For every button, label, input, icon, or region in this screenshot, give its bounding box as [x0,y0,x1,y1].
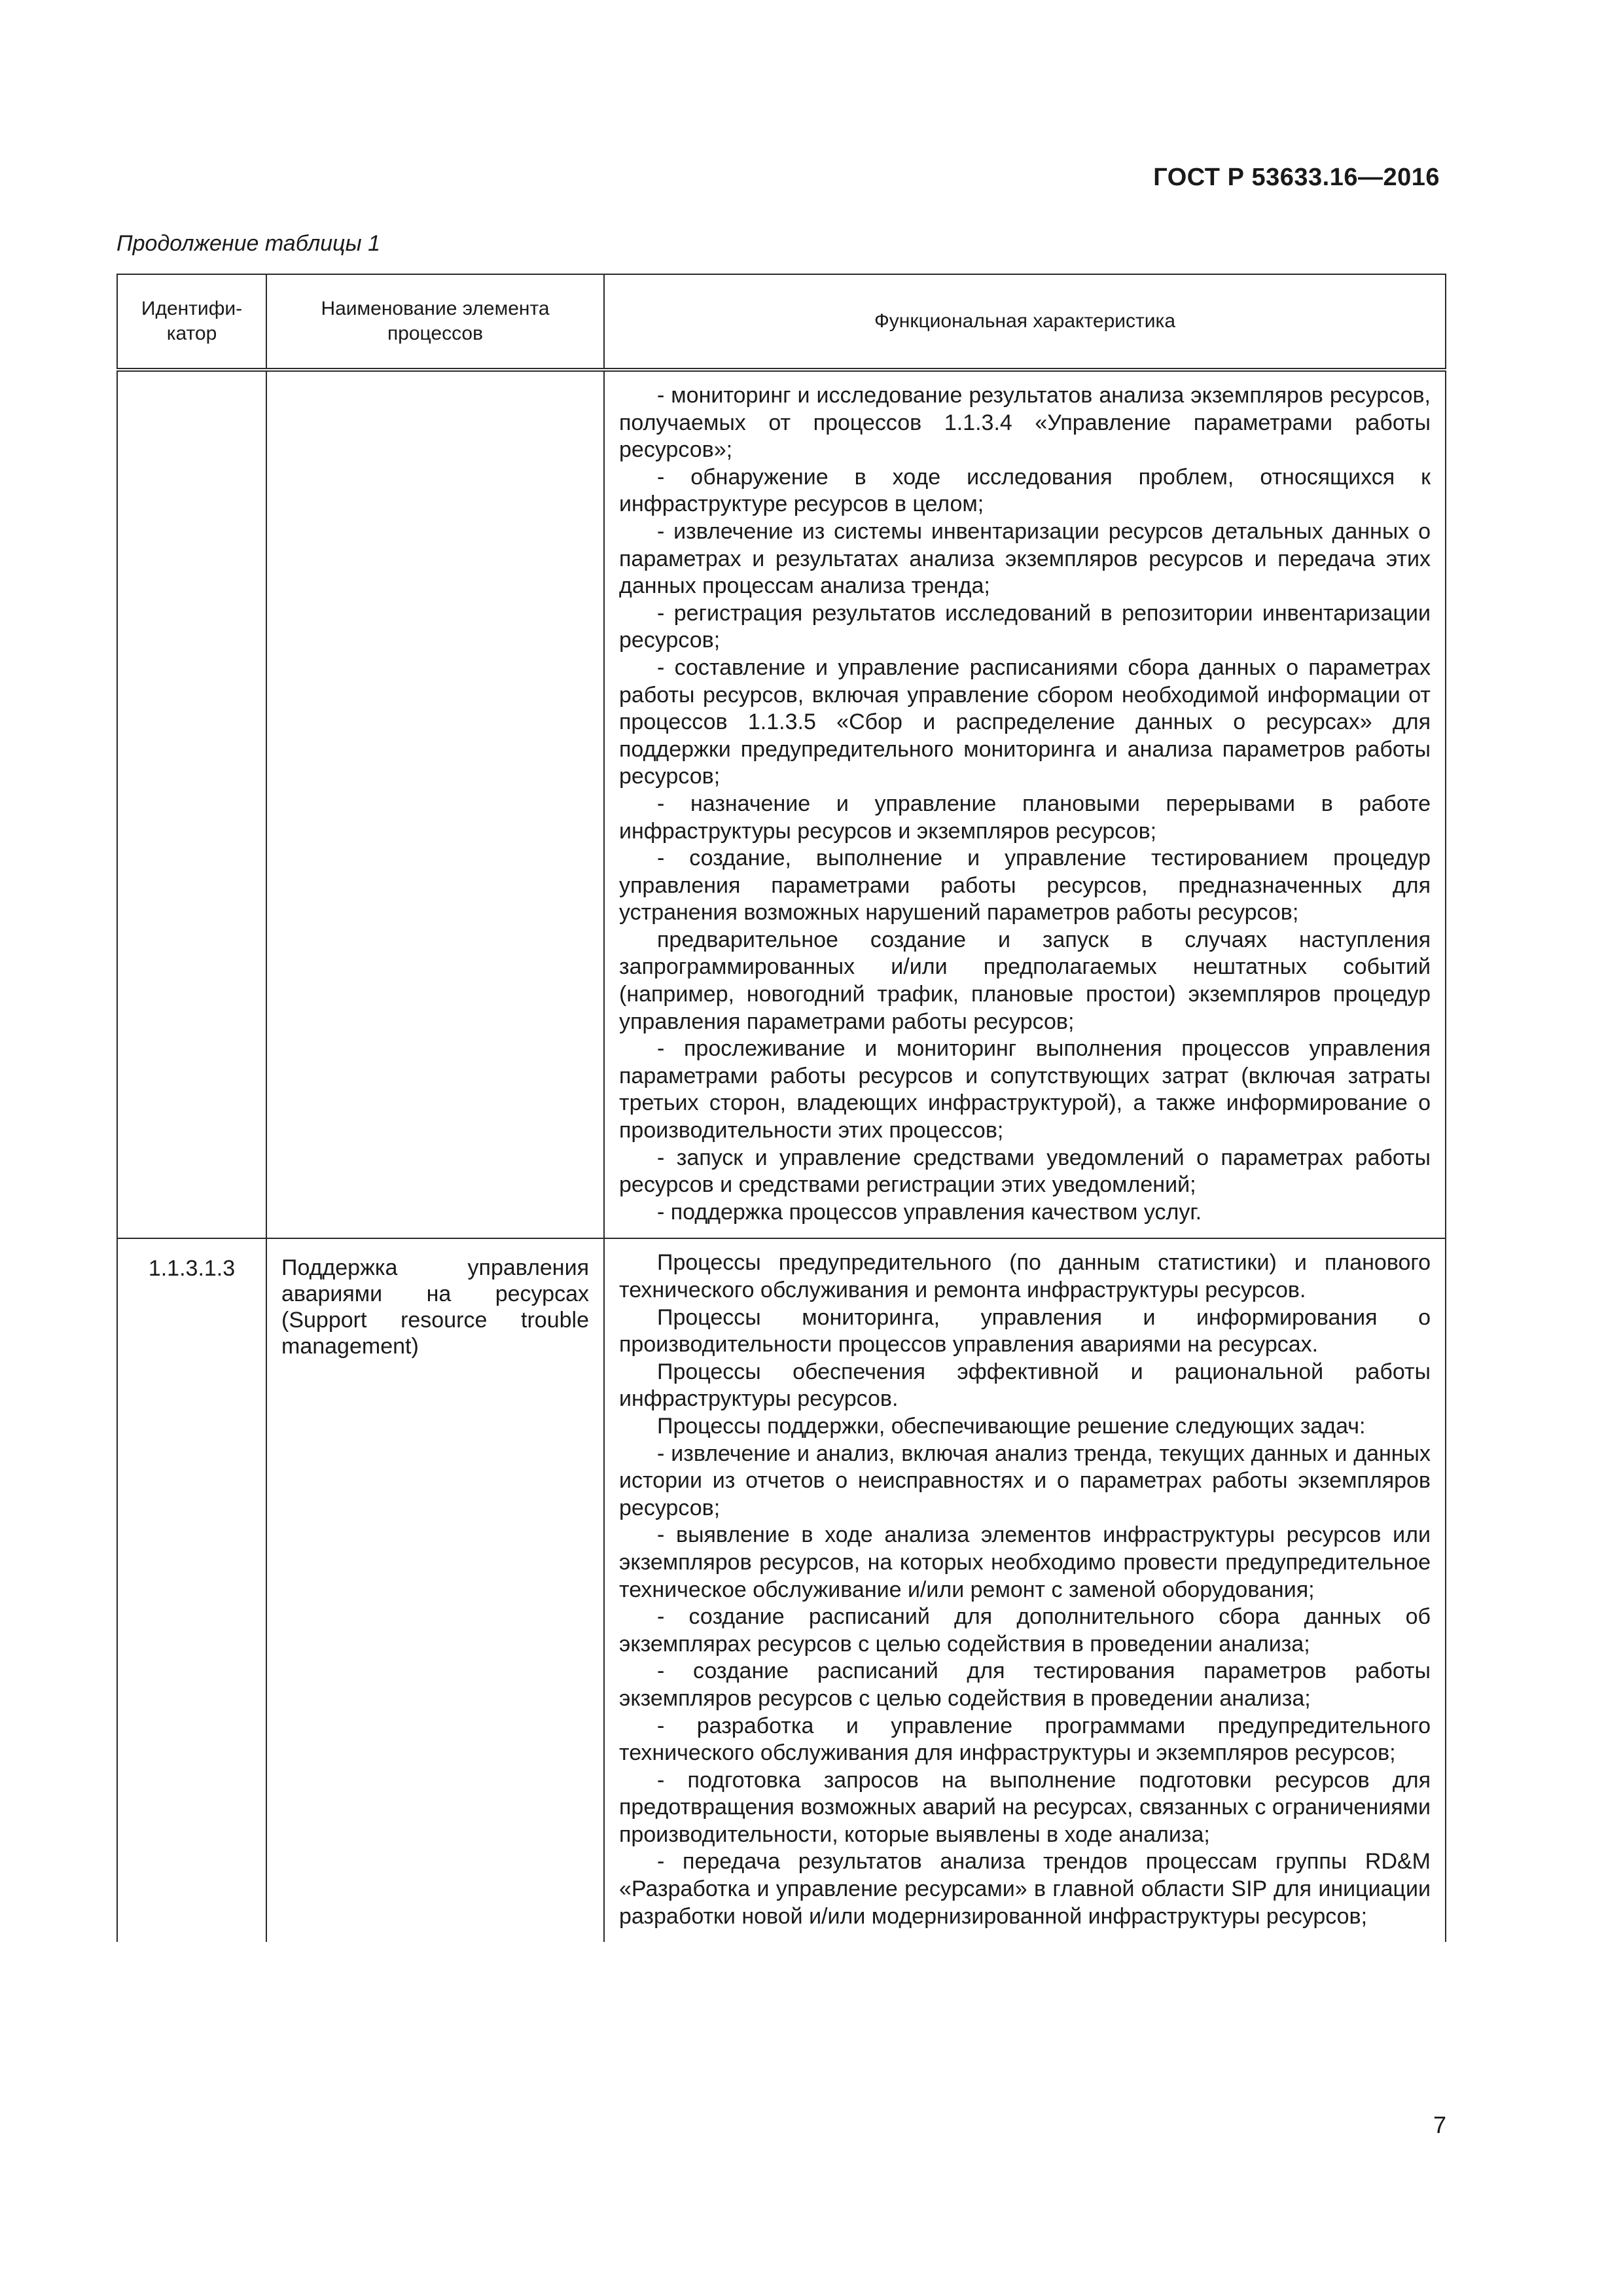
row-id-cell: 1.1.3.1.3 [117,1238,266,1942]
table-header-row [117,274,1446,370]
function-paragraph: - обнаружение в ходе исследования проблем, относящихся к инфраструктуре ресурсов в целом; [619,464,1431,517]
table-row [117,370,1446,1238]
page-number: 7 [1433,2111,1446,2138]
row-name-cell [266,370,604,1238]
function-paragraph: Процессы поддержки, обеспечивающие решение следующих задач: [657,1413,1366,1439]
function-paragraph: - передача результатов анализа трендов процессам группы RD&M «Разработка и управление ресурсами» в главной области SIP для инициации разработки новой и/или модернизированной инфраструктуры ресурсов; [619,1849,1431,1929]
function-paragraph: Процессы обеспечения эффективной и рациональной работы инфраструктуры ресурсов. [619,1359,1431,1412]
row-function-cell [604,1238,1446,1942]
function-paragraph: - создание, выполнение и управление тестированием процедур управления параметрами работы ресурсов, предназначенных для устранения возможных нарушений параметров работы ресурсов; [619,846,1431,925]
process-table [116,274,1446,1942]
function-paragraph: - запуск и управление средствами уведомлений о параметрах работы ресурсов и средствами регистрации этих уведомлений; [619,1145,1431,1198]
function-paragraph: - создание расписаний для дополнительного сбора данных об экземплярах ресурсов с целью содействия в проведении анализа; [619,1604,1431,1657]
table-caption: Продолжение таблицы 1 [116,231,380,256]
function-paragraph: - регистрация результатов исследований в репозитории инвентаризации ресурсов; [619,600,1431,653]
column-header-id: Идентифи- катор [117,274,266,370]
row-function-cell [604,370,1446,1238]
function-paragraph: - подготовка запросов на выполнение подготовки ресурсов для предотвращения возможных аварий на ресурсах, связанных с ограничениями производительности, которые выявлены в ходе анализа; [619,1767,1431,1847]
function-paragraph: - извлечение из системы инвентаризации ресурсов детальных данных о параметрах и результатах анализа экземпляров ресурсов и передача этих данных процессам анализа тренда; [619,518,1431,599]
function-paragraph: - извлечение и анализ, включая анализ тренда, текущих данных и данных истории из отчетов о неисправностях и о параметрах работы экземпляров ресурсов; [619,1441,1431,1520]
row-name-cell: Поддержка управления авариями на ресурсах (Support resource trouble management) [266,1238,604,1942]
table-row [117,1238,1446,1942]
function-paragraph: - поддержка процессов управления качеством услуг. [657,1199,1202,1225]
function-paragraph: - назначение и управление плановыми перерывами в работе инфраструктуры ресурсов и экземпляров ресурсов; [619,791,1431,844]
row-id-cell [117,370,266,1238]
function-paragraph: - составление и управление расписаниями сбора данных о параметрах работы ресурсов, включая управление сбором необходимой информации от процессов 1.1.3.5 «Сбор и распределение данных о ресурсах» для поддержки предупредительного мониторинга и анализа параметров работы ресурсов; [619,655,1431,789]
document-code: ГОСТ Р 53633.16—2016 [1153,164,1440,191]
function-paragraph: - прослеживание и мониторинг выполнения процессов управления параметрами работы ресурсов и сопутствующих затрат (включая затраты третьих сторон, владеющих инфраструктурой), а также информирование о производительности этих процессов; [619,1036,1431,1143]
function-paragraph: - мониторинг и исследование результатов анализа экземпляров ресурсов, получаемых от процессов 1.1.3.4 «Управление параметрами работы ресурсов»; [619,383,1431,463]
function-paragraph: Процессы предупредительного (по данным статистики) и планового технического обслуживания и ремонта инфраструктуры ресурсов. [619,1250,1431,1302]
function-paragraph: - разработка и управление программами предупредительного технического обслуживания для инфраструктуры и экземпляров ресурсов; [619,1713,1431,1766]
column-header-name: Наименование элемента процессов [266,274,604,370]
column-header-function: Функциональная характеристика [604,274,1446,370]
function-paragraph: - выявление в ходе анализа элементов инфраструктуры ресурсов или экземпляров ресурсов, на которых необходимо провести предупредительное техническое обслуживание и/или ремонт с заменой оборудования; [619,1522,1431,1602]
function-paragraph: предварительное создание и запуск в случаях наступления запрограммированных и/или предполагаемых нештатных событий (например, новогодний трафик, плановые простои) экземпляров процедур управления параметрами работы ресурсов; [619,927,1431,1034]
function-paragraph: - создание расписаний для тестирования параметров работы экземпляров ресурсов с целью содействия в проведении анализа; [619,1659,1431,1711]
function-paragraph: Процессы мониторинга, управления и информирования о производительности процессов управления авариями на ресурсах. [619,1304,1431,1357]
